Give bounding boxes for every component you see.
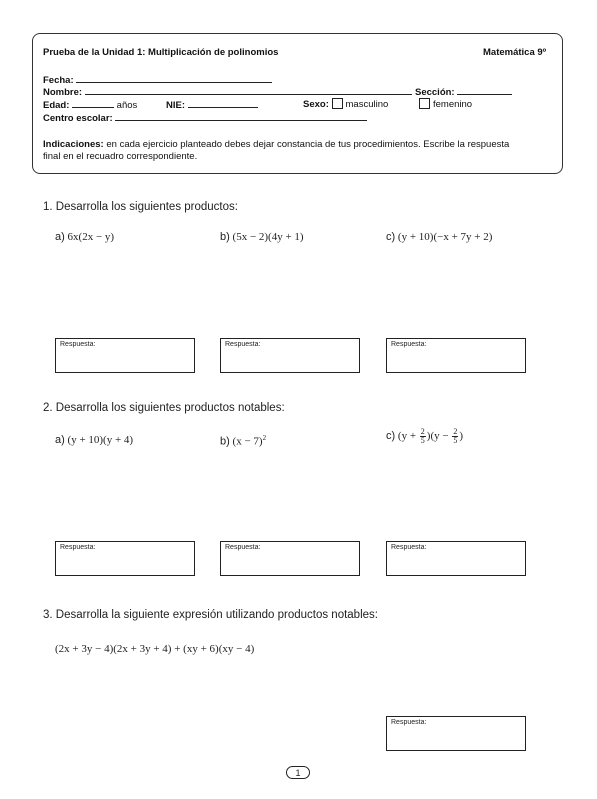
q1-b-expr: (5x − 2)(4y + 1) (232, 231, 304, 243)
sex-row (303, 98, 388, 111)
answer-label: Respuesta: (60, 341, 96, 348)
fraction-numerator: 2 (420, 427, 425, 436)
fraction-denominator: 5 (420, 436, 425, 445)
q2-b-expr: (x − 7) (232, 435, 263, 448)
q2-c-label: c) (386, 430, 396, 443)
male-checkbox[interactable] (332, 98, 343, 109)
section-row (415, 85, 512, 99)
school-label: Centro escolar: (43, 113, 113, 124)
q2-c-expr-3: ) (459, 430, 463, 443)
section-field[interactable] (457, 85, 512, 95)
q2-a-expr: (y + 10)(y + 4) (67, 434, 134, 446)
nie-row (166, 98, 258, 112)
q1-a-expr: 6x(2x − y) (67, 231, 115, 243)
q1-a-answer-box[interactable] (55, 338, 195, 373)
answer-label: Respuesta: (391, 544, 427, 551)
name-row (43, 85, 412, 99)
q1-a (55, 231, 114, 243)
date-field[interactable] (76, 73, 272, 83)
nie-label: NIE: (166, 100, 185, 111)
q2-c-expr-1: (y + (397, 430, 419, 443)
q1-c-answer-box[interactable] (386, 338, 526, 373)
q2-a-answer-box[interactable] (55, 541, 195, 576)
q2-b-answer-box[interactable] (220, 541, 360, 576)
age-unit: años (116, 100, 138, 111)
instructions (43, 139, 553, 163)
school-row (43, 111, 367, 125)
female-label: femenino (433, 99, 473, 110)
test-title: Prueba de la Unidad 1: Multiplicación de polinomios (43, 47, 279, 58)
q1-title: 1. Desarrolla los siguientes productos: (43, 201, 238, 213)
answer-label: Respuesta: (225, 544, 261, 551)
page-number: 1 (286, 766, 310, 779)
name-label: Nombre: (43, 87, 83, 98)
q2-a (55, 434, 133, 446)
age-row (43, 98, 137, 112)
female-checkbox[interactable] (419, 98, 430, 109)
date-label: Fecha: (43, 75, 74, 86)
instructions-text: en cada ejercicio planteado debes dejar constancia de tus procedimientos. Escribe la respuesta (106, 139, 510, 150)
instructions-text-2: final en el recuadro correspondiente. (43, 151, 198, 162)
q2-b-exponent: 2 (262, 434, 267, 442)
q2-a-label: a) (55, 434, 65, 446)
q1-c-label: c) (386, 231, 396, 243)
age-label: Edad: (43, 100, 70, 111)
q3-answer-box[interactable] (386, 716, 526, 751)
male-label: masculino (345, 99, 389, 110)
name-field[interactable] (85, 85, 412, 95)
answer-label: Respuesta: (60, 544, 96, 551)
female-row (419, 98, 472, 111)
school-field[interactable] (115, 111, 367, 121)
q2-c-expr-2: )(y − (426, 430, 452, 443)
q2-c-answer-box[interactable] (386, 541, 526, 576)
q1-b-label: b) (220, 231, 230, 243)
q2-c-fraction-1 (420, 428, 426, 445)
q3-title: 3. Desarrolla la siguiente expresión utilizando productos notables: (43, 609, 378, 621)
fraction-numerator: 2 (453, 427, 458, 436)
q1-b (220, 231, 304, 243)
sex-label: Sexo: (303, 99, 329, 110)
age-field[interactable] (72, 98, 114, 108)
section-label: Sección: (415, 87, 455, 98)
q2-c (386, 428, 463, 445)
answer-label: Respuesta: (391, 341, 427, 348)
q1-c (386, 231, 492, 243)
q1-a-label: a) (55, 231, 65, 243)
q2-c-fraction-2 (452, 428, 458, 445)
q2-title: 2. Desarrolla los siguientes productos notables: (43, 402, 285, 414)
q1-b-answer-box[interactable] (220, 338, 360, 373)
nie-field[interactable] (188, 98, 258, 108)
answer-label: Respuesta: (225, 341, 261, 348)
q3-expr: (2x + 3y − 4)(2x + 3y + 4) + (xy + 6)(xy − 4) (55, 643, 255, 655)
fraction-denominator: 5 (453, 436, 458, 445)
q2-b (220, 434, 266, 448)
q1-c-expr: (y + 10)(−x + 7y + 2) (397, 231, 493, 243)
answer-label: Respuesta: (391, 719, 427, 726)
subject-label: Matemática 9º (483, 47, 547, 58)
q2-b-label: b) (220, 435, 230, 448)
instructions-label: Indicaciones: (43, 139, 104, 150)
